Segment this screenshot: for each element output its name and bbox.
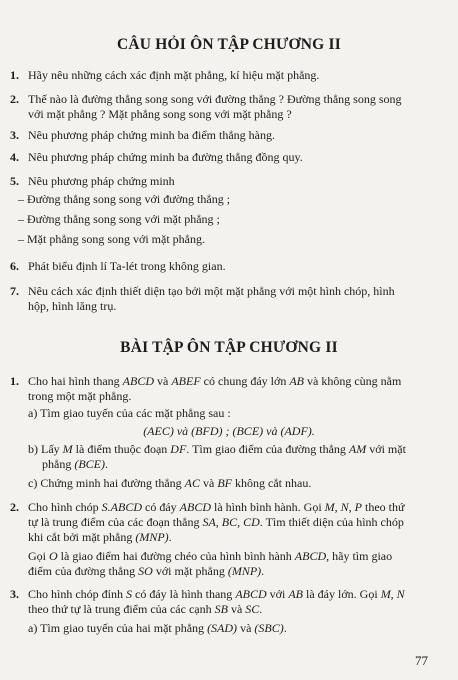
question-number: 3. (10, 128, 19, 142)
review-question-7 (10, 284, 442, 314)
question-number: 6. (10, 259, 19, 273)
question-number: 1. (10, 68, 19, 82)
question-text: Phát biểu định lí Ta-lét trong không gian. (28, 259, 226, 273)
exercises-title: BÀI TẬP ÔN TẬP CHƯƠNG II (120, 339, 338, 356)
exercise-1b: b) Lấy M là điểm thuộc đoạn DF. Tìm giao điểm của đường thẳng AM với mặt phẳng (BCE). (28, 442, 406, 471)
review-question-5 (10, 174, 442, 189)
exercise-3a: a) Tìm giao tuyến của hai mặt phẳng (SAD) và (SBC). (28, 621, 287, 635)
question-text: Nêu phương pháp chứng minh ba đường thẳng đồng quy. (28, 150, 303, 164)
exercise-1a-planes: (AEC) và (BFD) ; (BCE) và (ADF). (143, 424, 315, 438)
question-text-line: Nêu cách xác định thiết diện tạo bởi một mặt phẳng với một hình chóp, hình (28, 284, 395, 298)
page-number: 77 (415, 653, 428, 668)
exercise-text-line: trong một mặt phẳng. (28, 389, 132, 403)
question-text-line: với mặt phẳng ? Mặt phẳng song song với mặt phẳng ? (28, 107, 292, 121)
exercise-1c: c) Chứng minh hai đường thẳng AC và BF không cắt nhau. (28, 476, 312, 490)
question-number: 5. (10, 174, 19, 188)
exercise-number: 1. (10, 374, 19, 388)
exercise-text-line: Cho hình chóp S.ABCD có đáy ABCD là hình bình hành. Gọi M, N, P theo thứ (28, 500, 405, 514)
exercise-text-line: Cho hình chóp đỉnh S có đáy là hình thang ABCD với AB là đáy lớn. Gọi M, N (28, 587, 405, 601)
review-question-1 (10, 68, 442, 83)
review-question-2 (10, 92, 442, 122)
exercise-1 (10, 374, 442, 404)
question-text-line: Thế nào là đường thẳng song song với đường thẳng ? Đường thẳng song song (28, 92, 402, 106)
bullet-item: – Đường thẳng song song với đường thẳng ; (18, 192, 231, 206)
exercise-text-line: điểm của đường thẳng SO với mặt phẳng (MNP). (28, 564, 265, 578)
exercise-3 (10, 587, 442, 617)
exercise-text-line: Gọi O là giao điểm hai đường chéo của hình bình hành ABCD, hãy tìm giao (28, 549, 393, 563)
exercise-text-line: Cho hai hình thang ABCD và ABEF có chung đáy lớn AB và không cùng nằm (28, 374, 402, 388)
exercise-1a: a) Tìm giao tuyến của các mặt phẳng sau : (28, 406, 231, 420)
bullet-item: – Đường thẳng song song với mặt phẳng ; (18, 212, 220, 226)
review-question-6 (10, 259, 442, 274)
question-number: 4. (10, 150, 19, 164)
question-text-line: hộp, hình lăng trụ. (28, 299, 117, 313)
review-questions-title: CÂU HỎI ÔN TẬP CHƯƠNG II (117, 36, 341, 53)
question-number: 2. (10, 92, 19, 106)
question-text: Hãy nêu những cách xác định mặt phẳng, kí hiệu mặt phẳng. (28, 68, 320, 82)
exercise-text-line: tự là trung điểm của các đoạn thẳng SA, BC, CD. Tìm thiết diện của hình chóp (28, 515, 404, 529)
exercise-number: 3. (10, 587, 19, 601)
exercise-text-line: theo thứ tự là trung điểm của các cạnh SB và SC. (28, 602, 263, 616)
question-number: 7. (10, 284, 19, 298)
review-question-4 (10, 150, 442, 165)
question-text: Nêu phương pháp chứng minh (28, 174, 175, 188)
exercise-2 (10, 500, 442, 579)
bullet-item: – Mặt phẳng song song với mặt phẳng. (18, 232, 205, 246)
exercise-text-line: khi cắt bởi mặt phẳng (MNP). (28, 530, 172, 544)
exercise-number: 2. (10, 500, 19, 514)
review-question-3 (10, 128, 442, 143)
question-text: Nêu phương pháp chứng minh ba điểm thẳng hàng. (28, 128, 275, 142)
